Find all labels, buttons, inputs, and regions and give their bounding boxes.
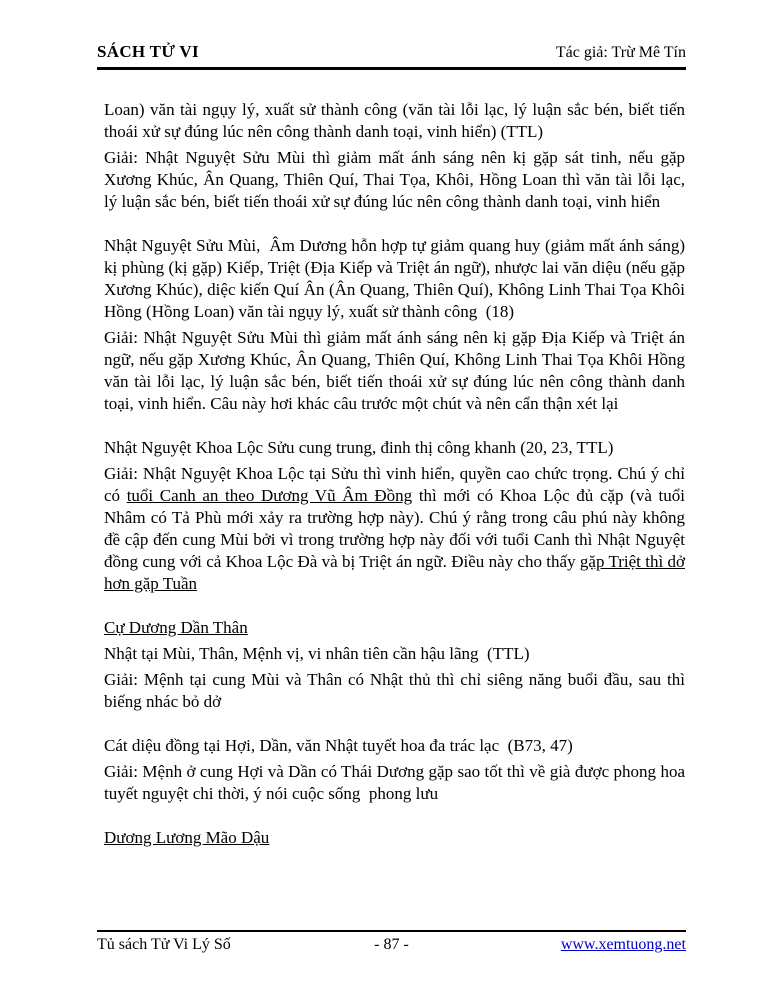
- text-segment: Giải: Nhật Nguyệt Khoa Lộc tại Sửu thì vinh hiển, quyền cao chức trọng. Chú ý chỉ có: [104, 464, 685, 505]
- paragraph-phu-continuation: Loan) văn tài ngụy lý, xuất sử thành công (văn tài lỗi lạc, lý luận sắc bén, biết tiến thoái xử sự đúng lúc nên công thành danh toại, vinh hiển) (TTL): [104, 100, 685, 141]
- book-title: SÁCH TỬ VI: [97, 42, 199, 61]
- paragraph-phu: Nhật tại Mùi, Thân, Mệnh vị, vi nhân tiên cần hậu lãng (TTL): [104, 644, 530, 663]
- paragraph-giai: Giải: Mệnh tại cung Mùi và Thân có Nhật thủ thì chỉ siêng năng buổi đầu, sau thì biếng nhác bỏ dở: [104, 670, 685, 711]
- document-body: [104, 99, 685, 853]
- footer-website-link[interactable]: www.xemtuong.net: [560, 936, 686, 953]
- page-header: [97, 42, 686, 70]
- footer-series-title: Tủ sách Tử Vi Lý Số: [97, 936, 231, 953]
- author-credit: Tác giả: Trừ Mê Tín: [555, 44, 686, 61]
- section-heading-text: Dương Lương Mão Dậu: [104, 828, 270, 847]
- paragraph-phu: Nhật Nguyệt Sửu Mùi, Âm Dương hỗn hợp tự giảm quang huy (giảm mất ánh sáng) kị phùng (kị gặp) Kiếp, Triệt (Địa Kiếp và Triệt án ngữ), nhược lai văn diệu (nếu gặp Xương Khúc), diệc kiến Quí Ân (Ân Quang, Thiên Quí), Không Linh Thai Tọa Khôi Hồng (Hồng Loan) văn tài ngụy lý, xuất sử thành công (18): [104, 236, 685, 321]
- paragraph-phu: Nhật Nguyệt Khoa Lộc Sửu cung trung, đinh thị công khanh (20, 23, TTL): [104, 438, 614, 457]
- section-heading-text: Cự Dương Dần Thân: [104, 618, 248, 637]
- section-heading: [104, 617, 685, 639]
- paragraph-giai: Giải: Mệnh ở cung Hợi và Dần có Thái Dương gặp sao tốt thì về già được phong hoa tuyết nguyệt chi thời, ý nói cuộc sống phong lưu: [104, 762, 685, 803]
- underlined-text: gặp Triệt thì dở hơn gặp Tuần: [104, 552, 685, 593]
- paragraph-phu: Cát diệu đồng tại Hợi, Dần, văn Nhật tuyết hoa đa trác lạc (B73, 47): [104, 736, 573, 755]
- paragraph-giai: [104, 463, 685, 595]
- page-footer: [97, 930, 686, 954]
- section-heading: [104, 827, 685, 849]
- page-number: - 87 -: [374, 936, 409, 953]
- underlined-text: tuổi Canh an theo Dương Vũ Âm Đồng: [126, 486, 413, 505]
- paragraph-giai: Giải: Nhật Nguyệt Sửu Mùi thì giảm mất ánh sáng nên kị gặp sát tinh, nếu gặp Xương Khúc, Ân Quang, Thiên Quí, Thai Tọa, Khôi, Hồng Loan thì văn tài lỗi lạc, lý luận sắc bén, biết tiến thoái xử sự đúng lúc nên công thành danh toại, vinh hiển: [104, 148, 685, 211]
- paragraph-giai: Giải: Nhật Nguyệt Sửu Mùi thì giảm mất ánh sáng nên kị gặp Địa Kiếp và Triệt án ngữ, nếu gặp Xương Khúc, Ân Quang, Thiên Quí, Không Linh Thai Tọa Khôi Hồng văn tài lỗi lạc, lý luận sắc bén, biết tiến thoái xử sự đúng lúc nên công thành danh toại, vinh hiển. Câu này hơi khác câu trước một chút và nên cẩn thận xét lại: [104, 328, 685, 413]
- text-segment: thì mới có Khoa Lộc đủ cặp (và tuổi Nhâm có Tả Phù mới xảy ra trường hợp này). Chú ý rằng trong câu phú này không đề cập đến cung Mùi bởi vì trong trường hợp này đối với tuổi Canh thì Nhật Nguyệt đồng cung với cả Khoa Lộc Đà và bị Triệt án ngữ. Điều này cho thấy: [104, 486, 685, 571]
